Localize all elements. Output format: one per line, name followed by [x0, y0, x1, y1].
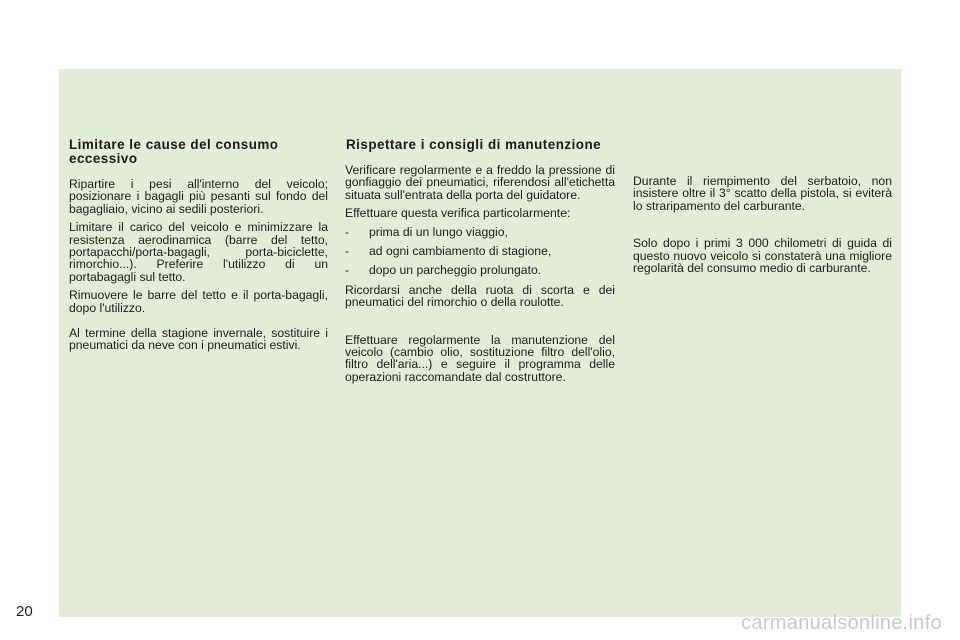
paragraph: Limitare il carico del veicolo e minimizzare la resistenza aerodinamica (barre del tetto, portapacchi/porta-bagagli, porta-biciclette, rimorchio...). Preferire l'utilizzo di un portabagagli sul tetto. [69, 220, 328, 284]
paragraph: Verificare regolarmente e a freddo la pressione di gonfiaggio dei pneumatici, riferendosi all'etichetta situata sull'entrata della porta del guidatore. [345, 163, 615, 202]
paragraph: Ripartire i pesi all'interno del veicolo; posizionare i bagagli più pesanti sul fondo del bagagliaio, vicino ai sedili posteriori. [69, 177, 328, 216]
section-title-consumption: Limitare le cause del consumo eccessivo [69, 137, 279, 166]
paragraph: Rimuovere le barre del tetto e il porta-bagagli, dopo l'utilizzo. [69, 288, 328, 315]
bullet-marker: - [345, 244, 350, 259]
page-number: 20 [16, 603, 33, 620]
list-item: - dopo un parcheggio prolungato. [345, 263, 542, 278]
left-column [69, 138, 328, 358]
middle-column [345, 138, 615, 389]
paragraph: Effettuare questa verifica particolarmente: [345, 206, 571, 221]
right-column [633, 175, 892, 280]
section-title-maintenance: Rispettare i consigli di manutenzione [346, 137, 602, 152]
watermark: carmanualsonline.info [741, 612, 942, 634]
paragraph: Effettuare regolarmente la manutenzione del veicolo (cambio olio, sostituzione filtro dell'olio, filtro dell'aria...) e seguire il programma delle operazioni raccomandate dal costruttore. [345, 332, 615, 384]
list-item: - ad ogni cambiamento di stagione, [345, 244, 552, 259]
paragraph: Al termine della stagione invernale, sostituire i pneumatici da neve con i pneumatici estivi. [69, 326, 328, 353]
bullet-marker: - [345, 263, 350, 278]
paragraph: Durante il riempimento del serbatoio, non insistere oltre il 3° scatto della pistola, si eviterà lo straripamento del carburante. [633, 174, 892, 213]
paragraph: Solo dopo i primi 3 000 chilometri di guida di questo nuovo veicolo si constaterà una migliore regolarità del consumo medio di carburante. [633, 236, 892, 276]
paragraph: Ricordarsi anche della ruota di scorta e dei pneumatici del rimorchio o della roulotte. [345, 282, 615, 310]
list-item: - prima di un lungo viaggio, [345, 224, 508, 239]
bullet-list [345, 226, 615, 277]
bullet-marker: - [345, 224, 350, 239]
